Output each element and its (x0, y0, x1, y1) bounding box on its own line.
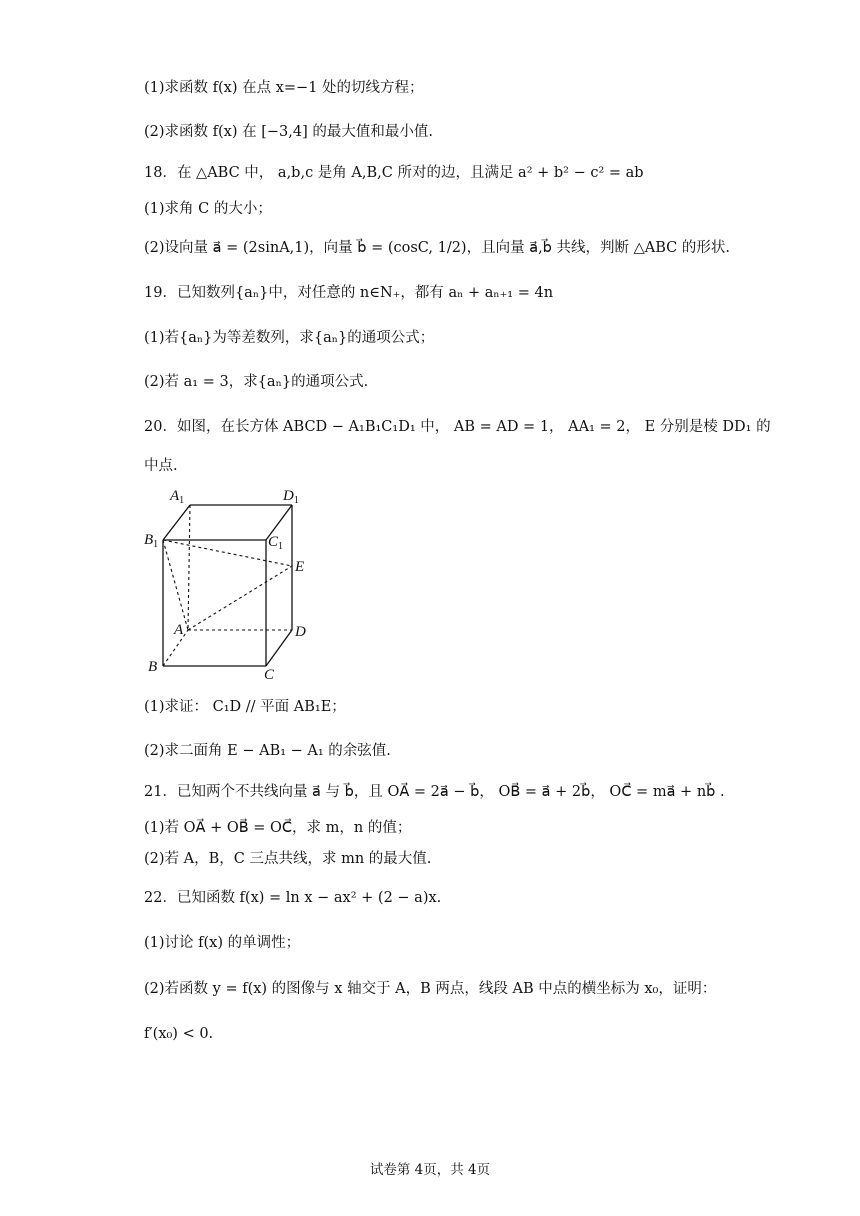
q19-part1: (1)若{aₙ}为等差数列，求{aₙ}的通项公式； (144, 330, 435, 346)
label-b: B (148, 659, 158, 675)
label-d: D (295, 624, 306, 640)
label-b1: $B_1$ (144, 532, 159, 550)
label-a: A (174, 622, 184, 638)
page-footer: 试卷第 4页，共 4页 (369, 1162, 491, 1178)
q20-part2: (2)求二面角 E − AB₁ − A₁ 的余弦值. (144, 743, 391, 759)
label-c1: $C_1$ (268, 534, 284, 552)
q17-part2: (2)求函数 f(x) 在 [−3,4] 的最大值和最小值. (144, 124, 433, 140)
q19-stem: 19．已知数列{aₙ}中，对任意的 n∈N₊，都有 aₙ + aₙ₊₁ = 4n (144, 285, 554, 301)
label-a1: $A_1$ (170, 488, 185, 506)
q20-part1: (1)求证： C₁D // 平面 AB₁E； (144, 699, 346, 715)
q22-part2: (2)若函数 y = f(x) 的图像与 x 轴交于 A，B 两点，线段 AB 中点的横坐标为 x₀，证明： (144, 981, 717, 997)
label-e: E (295, 559, 305, 575)
q18-stem: 18．在 △ABC 中， a,b,c 是角 A,B,C 所对的边，且满足 a² + b² − c² = ab (144, 165, 644, 181)
q18-part2: (2)设向量 a⃗ = (2sinA,1)，向量 b⃗ = (cosC, 1/2)，且向量 a⃗,b⃗ 共线，判断 △ABC 的形状. (144, 240, 730, 256)
q22-part1: (1)讨论 f(x) 的单调性； (144, 935, 301, 951)
q22-part2-cont: f′(x₀) < 0. (144, 1026, 214, 1042)
label-c: C (264, 667, 275, 682)
q20-stem-cont: 中点. (144, 458, 178, 474)
q21-part1: (1)若 OA⃗ + OB⃗ = OC⃗，求 m，n 的值； (144, 820, 412, 836)
q19-part2: (2)若 a₁ = 3，求{aₙ}的通项公式. (144, 374, 369, 390)
q21-part2: (2)若 A，B，C 三点共线，求 mn 的最大值. (144, 851, 432, 867)
q21-stem: 21．已知两个不共线向量 a⃗ 与 b⃗，且 OA⃗ = 2a⃗ − b⃗， OB⃗ = a⃗ + 2b⃗， OC⃗ = ma⃗ + nb⃗ . (144, 784, 725, 800)
q20-stem: 20．如图，在长方体 ABCD − A₁B₁C₁D₁ 中， AB = AD = 1， AA₁ = 2， E 分别是棱 DD₁ 的 (144, 419, 771, 435)
q17-part1: (1)求函数 f(x) 在点 x=−1 处的切线方程； (144, 80, 424, 96)
q22-stem: 22．已知函数 f(x) = ln x − ax² + (2 − a)x. (144, 890, 442, 906)
q18-part1: (1)求角 C 的大小； (144, 201, 272, 217)
cuboid-figure (140, 482, 310, 682)
label-d1: $D_1$ (283, 488, 299, 506)
